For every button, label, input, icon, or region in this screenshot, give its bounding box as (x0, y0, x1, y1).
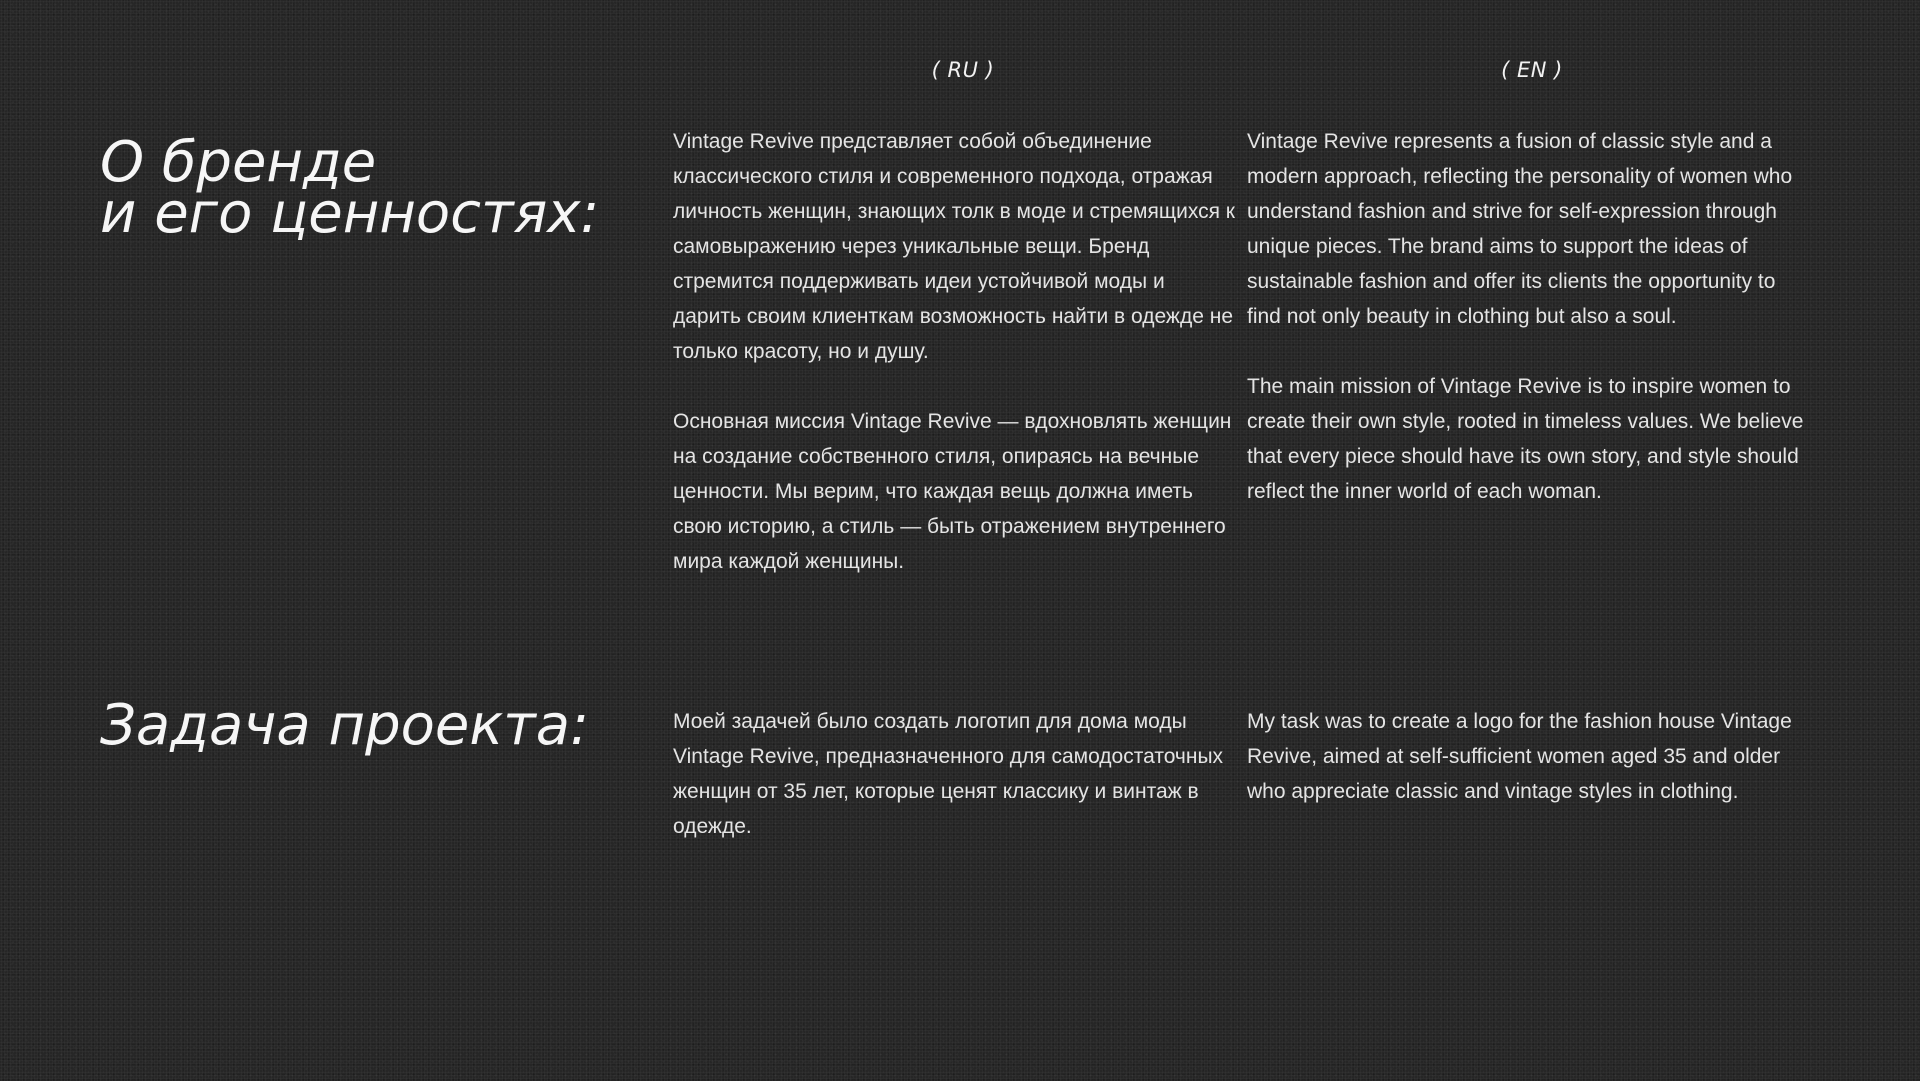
en-language-label: ( EN ) (1501, 58, 1563, 82)
about-heading-line-1: О бренде (100, 130, 377, 195)
about-ru-paragraph-1: Vintage Revive представляет собой объединение классического стиля и современного подхода, отражая личность женщин, знающих толк в моде и стремящихся к самовыражению через уникальные вещи. Бренд стремится поддерживать идеи устойчивой моды и дарить своим клиенткам возможность найти в одежде не только красоту, но и душу. (673, 130, 1235, 363)
about-heading-line-2: и его ценностях: (100, 181, 600, 246)
task-en-text (1247, 704, 1812, 809)
about-ru-text (673, 124, 1238, 579)
about-en-text (1247, 124, 1812, 509)
task-en-paragraph: My task was to create a logo for the fashion house Vintage Revive, aimed at self-sufficient women aged 35 and older who appreciate classic and vintage styles in clothing. (1247, 710, 1792, 803)
about-en-paragraph-2: The main mission of Vintage Revive is to inspire women to create their own style, rooted in timeless values. We believe that every piece should have its own story, and style should reflect the inner world of each woman. (1247, 375, 1804, 503)
project-task-heading: Задача проекта: (100, 693, 589, 758)
ru-language-label: ( RU ) (931, 58, 995, 82)
about-brand-heading (100, 130, 600, 246)
task-ru-paragraph: Моей задачей было создать логотип для дома моды Vintage Revive, предназначенного для самодостаточных женщин от 35 лет, которые ценят классику и винтаж в одежде. (673, 710, 1224, 838)
about-ru-paragraph-2: Основная миссия Vintage Revive — вдохновлять женщин на создание собственного стиля, опираясь на вечные ценности. Мы верим, что каждая вещь должна иметь свою историю, а стиль — быть отражением внутреннего мира каждой женщины. (673, 410, 1232, 573)
about-en-paragraph-1: Vintage Revive represents a fusion of classic style and a modern approach, reflecting the personality of women who understand fashion and strive for self-expression through unique pieces. The brand aims to support the ideas of sustainable fashion and offer its clients the opportunity to find not only beauty in clothing but also a soul. (1247, 130, 1793, 328)
task-ru-text (673, 704, 1238, 844)
